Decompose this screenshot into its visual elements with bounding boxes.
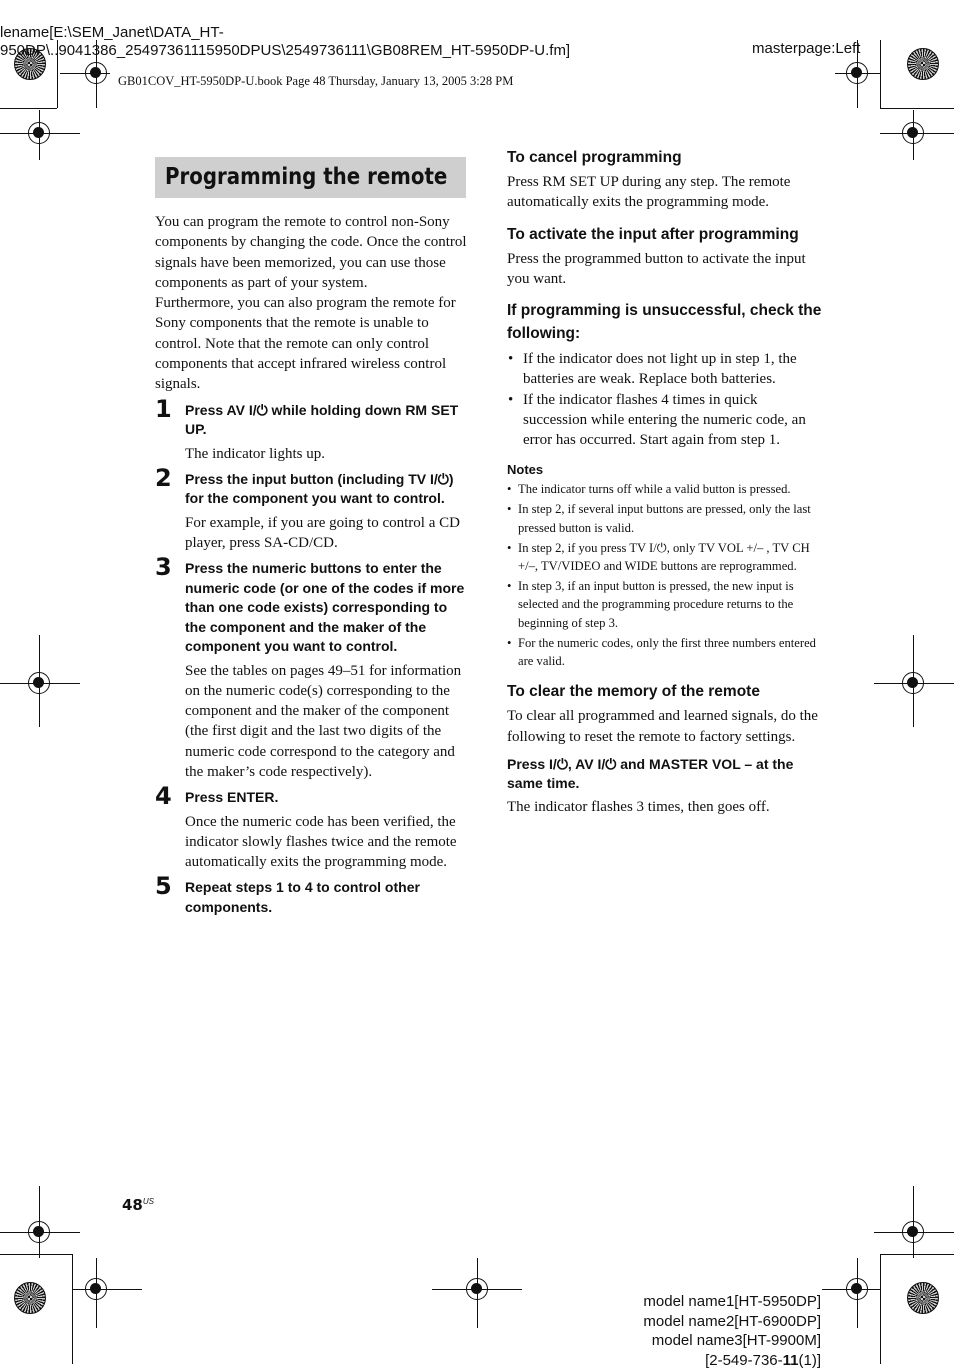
registration-starburst-icon — [14, 1282, 46, 1314]
unsuccessful-heading: If programming is unsuccessful, check the following: — [507, 299, 823, 345]
clear-memory-heading: To clear the memory of the remote — [507, 680, 823, 703]
book-info-line: GB01COV_HT-5950DP-U.book Page 48 Thursday, January 13, 2005 3:28 PM — [118, 74, 513, 89]
step-number: 5 — [155, 872, 172, 900]
list-item: • For the numeric codes, only the first three numbers entered are valid. — [507, 634, 823, 670]
step-instruction: Press the input button (including TV I/⏻) for the component you want to control. — [185, 470, 467, 509]
masterpage-label: masterpage:Left — [752, 40, 860, 57]
step-description: The indicator lights up. — [185, 444, 467, 464]
troubleshoot-list — [507, 349, 823, 450]
step-instruction: Press AV I/⏻ while holding down RM SET UP. — [185, 401, 467, 440]
page-number: $48^{US}$ — [122, 1196, 154, 1214]
right-column — [507, 146, 823, 817]
step-1 — [155, 401, 467, 464]
step-4 — [155, 788, 467, 872]
activate-body: Press the programmed button to activate the input you want. — [507, 249, 823, 290]
registration-starburst-icon — [907, 1282, 939, 1314]
model-names-block — [560, 1292, 821, 1370]
list-item: • In step 2, if you press TV I/⏻, only TV VOL +/– , TV CH +/–, TV/VIDEO and WIDE buttons are reprogrammed. — [507, 539, 823, 575]
notes-heading: Notes — [507, 462, 823, 477]
step-instruction: Repeat steps 1 to 4 to control other components. — [185, 878, 467, 917]
list-item: • In step 2, if several input buttons are pressed, only the last pressed button is valid. — [507, 500, 823, 536]
cancel-heading: To cancel programming — [507, 146, 823, 169]
model-name-2: model name2[HT-6900DP] — [560, 1312, 821, 1332]
step-description: Once the numeric code has been verified, the indicator slowly flashes twice and the remote automatically exits the programming mode. — [185, 812, 467, 873]
step-description: See the tables on pages 49–51 for information on the numeric code(s) corresponding to the component and the maker of the component (the first digit and the last two digits of the numeric code correspond to the category and the maker’s code respectively). — [185, 661, 467, 782]
registration-starburst-icon — [907, 48, 939, 80]
page-region-suffix: US — [143, 1197, 154, 1206]
clear-memory-result: The indicator flashes 3 times, then goes off. — [507, 797, 823, 817]
notes-list — [507, 480, 823, 670]
step-instruction: Press the numeric buttons to enter the numeric code (or one of the codes if more than one code exists) corresponding to the component and the maker of the component you want to control. — [185, 559, 467, 657]
list-item: • If the indicator does not light up in step 1, the batteries are weak. Replace both batteries. — [507, 349, 823, 389]
activate-heading: To activate the input after programming — [507, 223, 823, 246]
model-name-3: model name3[HT-9900M] — [560, 1331, 821, 1351]
intro-paragraph: You can program the remote to control non-Sony components by changing the code. Once the control signals have been memorized, you can use those components as part of your system. — [155, 212, 467, 293]
list-item: • In step 3, if an input button is pressed, the new input is selected and the programming procedure returns to the beginning of step 3. — [507, 577, 823, 632]
step-2 — [155, 470, 467, 553]
step-number: 1 — [155, 395, 172, 423]
list-item: • If the indicator flashes 4 times in quick succession while entering the numeric code, an error has occurred. Start again from step 1. — [507, 390, 823, 451]
part-number: [2-549-736-11(1)] — [560, 1351, 821, 1370]
step-5 — [155, 878, 467, 917]
left-column — [155, 157, 467, 921]
cancel-body: Press RM SET UP during any step. The remote automatically exits the programming mode. — [507, 172, 823, 213]
step-description: For example, if you are going to control a CD player, press SA-CD/CD. — [185, 513, 467, 553]
step-number: 3 — [155, 553, 172, 581]
step-instruction: Press ENTER. — [185, 788, 467, 808]
step-number: 4 — [155, 782, 172, 810]
intro-paragraph-2: Furthermore, you can also program the remote for Sony components that the remote is unable to control. Note that the remote can only control components that accept infrared wireless control signals. — [155, 293, 467, 394]
list-item: • The indicator turns off while a valid button is pressed. — [507, 480, 823, 498]
clear-memory-instruction: Press I/⏻, AV I/⏻ and MASTER VOL – at the same time. — [507, 755, 823, 794]
clear-memory-body: To clear all programmed and learned signals, do the following to reset the remote to factory settings. — [507, 706, 823, 747]
step-number: 2 — [155, 464, 172, 492]
framemaker-filename: lename[E:\SEM_Janet\DATA_HT- 950DP\..9041386_25497361115950DPUS\2549736111\GB08REM_HT-5950DP-U.fm] — [0, 24, 600, 60]
step-3 — [155, 559, 467, 782]
page-title: Programming the remote — [165, 160, 447, 194]
model-name-1: model name1[HT-5950DP] — [560, 1292, 821, 1312]
section-title-box — [155, 157, 466, 198]
